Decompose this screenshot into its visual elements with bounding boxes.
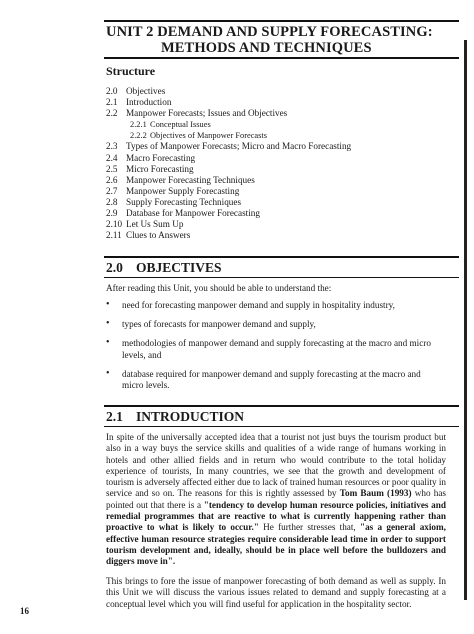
objectives-heading <box>106 260 222 276</box>
unit-title-line-2: METHODS AND TECHNIQUES <box>161 40 372 56</box>
objective-text: types of forecasts for manpower demand and supply, <box>122 319 316 330</box>
toc-label: Objectives <box>126 86 166 96</box>
objectives-list <box>106 300 440 399</box>
toc-number: 2.1 <box>106 97 118 108</box>
intro-quote-1: "tendency to develop human resource policies, initiatives and remedial programmes that are reactive to what is currently happening rather than proactive to what is likely to occur." <box>106 499 446 533</box>
bullet-icon: • <box>106 367 110 379</box>
intro-text-a: In spite of the universally accepted idea that a tourist not just buys the tourism product but also in a way buys the service skills and qualities of a wide range of humans working in hotels and other allied fields and in return who would contribute to the total holiday experience of tourists, In many countries, we see that the growth and development of tourism is adversely affected either due to lack of trained human resources or poor quality in service and so on. The reasons for this is rightly assessed by <box>106 432 446 499</box>
toc-number: 2.2 <box>106 108 118 119</box>
toc-item <box>106 175 446 186</box>
toc-item <box>106 164 446 175</box>
toc-subitem <box>106 130 446 141</box>
toc-item <box>106 186 446 197</box>
toc-label: Types of Manpower Forecasts; Micro and Macro Forecasting <box>126 141 352 152</box>
objective-item <box>106 338 440 360</box>
objective-item <box>106 369 440 391</box>
objective-text: database required for manpower demand and supply forecasting at the macro and micro levels. <box>122 368 421 391</box>
intro-author: Tom Baum (1993) <box>339 488 412 499</box>
toc-item <box>106 86 446 97</box>
introduction-heading <box>106 409 244 425</box>
objective-item <box>106 319 440 330</box>
toc-subitem <box>106 119 446 130</box>
page-number: 16 <box>20 606 29 616</box>
objectives-title: OBJECTIVES <box>136 260 222 275</box>
bullet-icon: • <box>106 318 110 330</box>
toc-label: Conceptual Issues <box>150 120 211 130</box>
toc-number: 2.7 <box>106 185 118 196</box>
intro-quote-2: "as a general axiom, effective human resource strategies require considerable lead time in order to support tourism development and, ideally, should be in place well before the bulldozers and diggers move in". <box>106 522 446 567</box>
introduction-top-rule <box>104 405 459 407</box>
introduction-paragraph-2: This brings to fore the issue of manpower forecasting of both demand as well as supply. In this Unit we will discuss the various issues related to demand and supply forecasting at a conceptual level which you will find useful for application in the hospitality sector. <box>106 576 446 609</box>
intro-text-c: He further stresses that, <box>258 522 360 533</box>
objectives-top-rule <box>104 256 459 258</box>
toc-item <box>106 97 446 108</box>
objective-item <box>106 300 440 311</box>
toc-number: 2.0 <box>106 86 118 96</box>
toc-number: 2.2.1 <box>130 120 147 130</box>
toc-item <box>106 230 446 241</box>
toc-item <box>106 197 446 208</box>
toc-item <box>106 153 446 164</box>
toc-item <box>106 219 446 230</box>
toc-label: Supply Forecasting Techniques <box>126 196 242 207</box>
toc-label: Micro Forecasting <box>126 163 194 174</box>
introduction-bottom-rule <box>104 426 459 427</box>
objectives-number: 2.0 <box>106 260 123 275</box>
toc-label: Let Us Sum Up <box>126 219 184 230</box>
toc-label: Introduction <box>126 97 172 108</box>
bullet-icon: • <box>106 299 110 310</box>
introduction-title: INTRODUCTION <box>136 409 245 424</box>
title-bottom-rule <box>104 57 459 59</box>
toc-number: 2.6 <box>106 174 118 185</box>
introduction-number: 2.1 <box>106 409 123 424</box>
toc-item <box>106 141 446 152</box>
toc-label: Manpower Forecasts; Issues and Objectives <box>126 108 288 119</box>
toc-number: 2.4 <box>106 152 118 163</box>
page-binding-edge <box>464 40 467 600</box>
toc-label: Macro Forecasting <box>126 152 196 163</box>
toc-number: 2.2.2 <box>130 131 147 141</box>
toc-label: Objectives of Manpower Forecasts <box>150 131 267 141</box>
toc-item <box>106 208 446 219</box>
bullet-icon: • <box>106 337 110 349</box>
unit-title-line-1: UNIT 2 DEMAND AND SUPPLY FORECASTING: <box>106 24 433 40</box>
intro-text-b: who has pointed out that there is a <box>106 488 446 510</box>
toc-number: 2.10 <box>106 219 123 230</box>
unit-title <box>106 24 456 56</box>
toc-label: Manpower Forecasting Techniques <box>126 174 255 185</box>
toc-number: 2.11 <box>106 230 122 241</box>
toc-number: 2.9 <box>106 208 118 219</box>
objective-text: need for forecasting manpower demand and supply in hospitality industry, <box>122 300 395 310</box>
objectives-bottom-rule <box>104 277 459 278</box>
toc-number: 2.5 <box>106 163 118 174</box>
objective-text: methodologies of manpower demand and supply forecasting at the macro and micro levels, and <box>122 338 431 360</box>
objectives-intro: After reading this Unit, you should be able to understand the: <box>106 283 332 293</box>
structure-heading: Structure <box>106 64 156 78</box>
toc-label: Clues to Answers <box>126 230 191 241</box>
top-rule <box>104 20 459 22</box>
toc-number: 2.3 <box>106 141 118 152</box>
toc-item <box>106 108 446 119</box>
toc-label: Database for Manpower Forecasting <box>126 208 260 219</box>
toc-number: 2.8 <box>106 196 118 207</box>
toc-label: Manpower Supply Forecasting <box>126 185 240 196</box>
table-of-contents <box>106 86 446 241</box>
introduction-paragraph-1 <box>106 432 446 568</box>
